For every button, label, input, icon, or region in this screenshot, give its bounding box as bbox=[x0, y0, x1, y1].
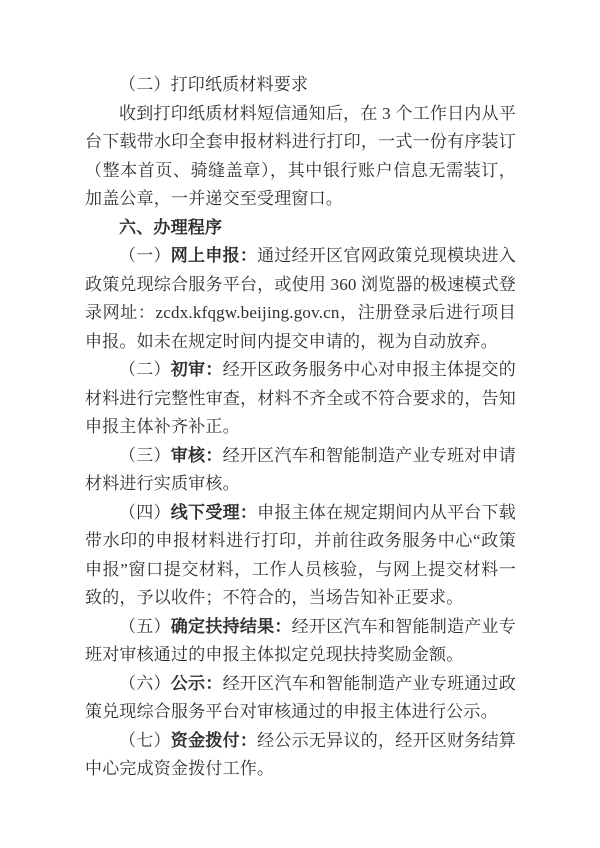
step-7-fund-disbursement bbox=[85, 727, 516, 784]
text-run: 经开区汽车和智能制造产业专班通过政策兑现综合服务平台对审核通过的申报主体进行公示。 bbox=[85, 673, 516, 721]
text-run: 经公示无异议的，经开区财务结算中心完成资金拨付工作。 bbox=[85, 730, 517, 778]
document-body bbox=[85, 71, 516, 784]
text-run: （四） bbox=[119, 502, 171, 522]
step-3-review bbox=[85, 442, 516, 499]
text-run: 经开区汽车和智能制造产业专班对申请材料进行实质审核。 bbox=[85, 445, 516, 493]
text-run: （二） bbox=[119, 360, 171, 379]
text-run: 通过经开区官网政策兑现模块进入政策兑现综合服务平台，或使用 360 浏览器的极速模式登录网址：zcdx.kfqgw.beijing.gov.cn，注册登录后进行项目申报。如未在规定时间内提交申请的，视为自动放弃。 bbox=[85, 246, 517, 351]
step-2-preliminary-review bbox=[85, 356, 516, 442]
bold-label: 初审： bbox=[170, 360, 223, 379]
bold-label: 审核： bbox=[170, 445, 223, 465]
bold-label: 资金拨付： bbox=[170, 730, 258, 750]
bold-label: 公示： bbox=[170, 673, 223, 693]
text-run: （三） bbox=[119, 445, 171, 465]
step-4-offline-acceptance bbox=[85, 499, 516, 613]
bold-label: 六、办理程序 bbox=[119, 217, 223, 237]
para-print-materials-instructions bbox=[85, 100, 516, 214]
subsection-heading-print-materials bbox=[85, 71, 516, 100]
text-run: （六） bbox=[119, 673, 171, 693]
text-run: （一） bbox=[119, 246, 171, 265]
bold-label: 线下受理： bbox=[170, 502, 258, 522]
text-run: （七） bbox=[119, 730, 171, 750]
text-run: （五） bbox=[119, 616, 171, 636]
text-run: 经开区政务服务中心对申报主体提交的材料进行完整性审查，材料不齐全或不符合要求的，告知申报主体补齐补正。 bbox=[85, 360, 516, 436]
text-run: 收到打印纸质材料短信通知后，在 3 个工作日内从平台下载带水印全套申报材料进行打印，一式一份有序装订（整本首页、骑缝盖章），其中银行账户信息无需装订，加盖公章，一并递交至受理窗口。 bbox=[85, 103, 516, 208]
bold-label: 网上申报： bbox=[170, 246, 258, 265]
step-1-online-application bbox=[85, 242, 516, 356]
bold-label: 确定扶持结果： bbox=[170, 616, 292, 636]
text-run: 申报主体在规定期间内从平台下载带水印的申报材料进行打印，并前往政务服务中心“政策申报”窗口提交材料，工作人员核验，与网上提交材料一致的，予以收件；不符合的，当场告知补正要求。 bbox=[85, 502, 517, 607]
step-5-support-result bbox=[85, 613, 516, 670]
step-6-public-notice bbox=[85, 670, 516, 727]
text-run: （二）打印纸质材料要求 bbox=[119, 75, 309, 94]
section-heading-procedure bbox=[85, 214, 516, 243]
text-run: 经开区汽车和智能制造产业专班对审核通过的申报主体拟定兑现扶持奖励金额。 bbox=[85, 616, 516, 664]
